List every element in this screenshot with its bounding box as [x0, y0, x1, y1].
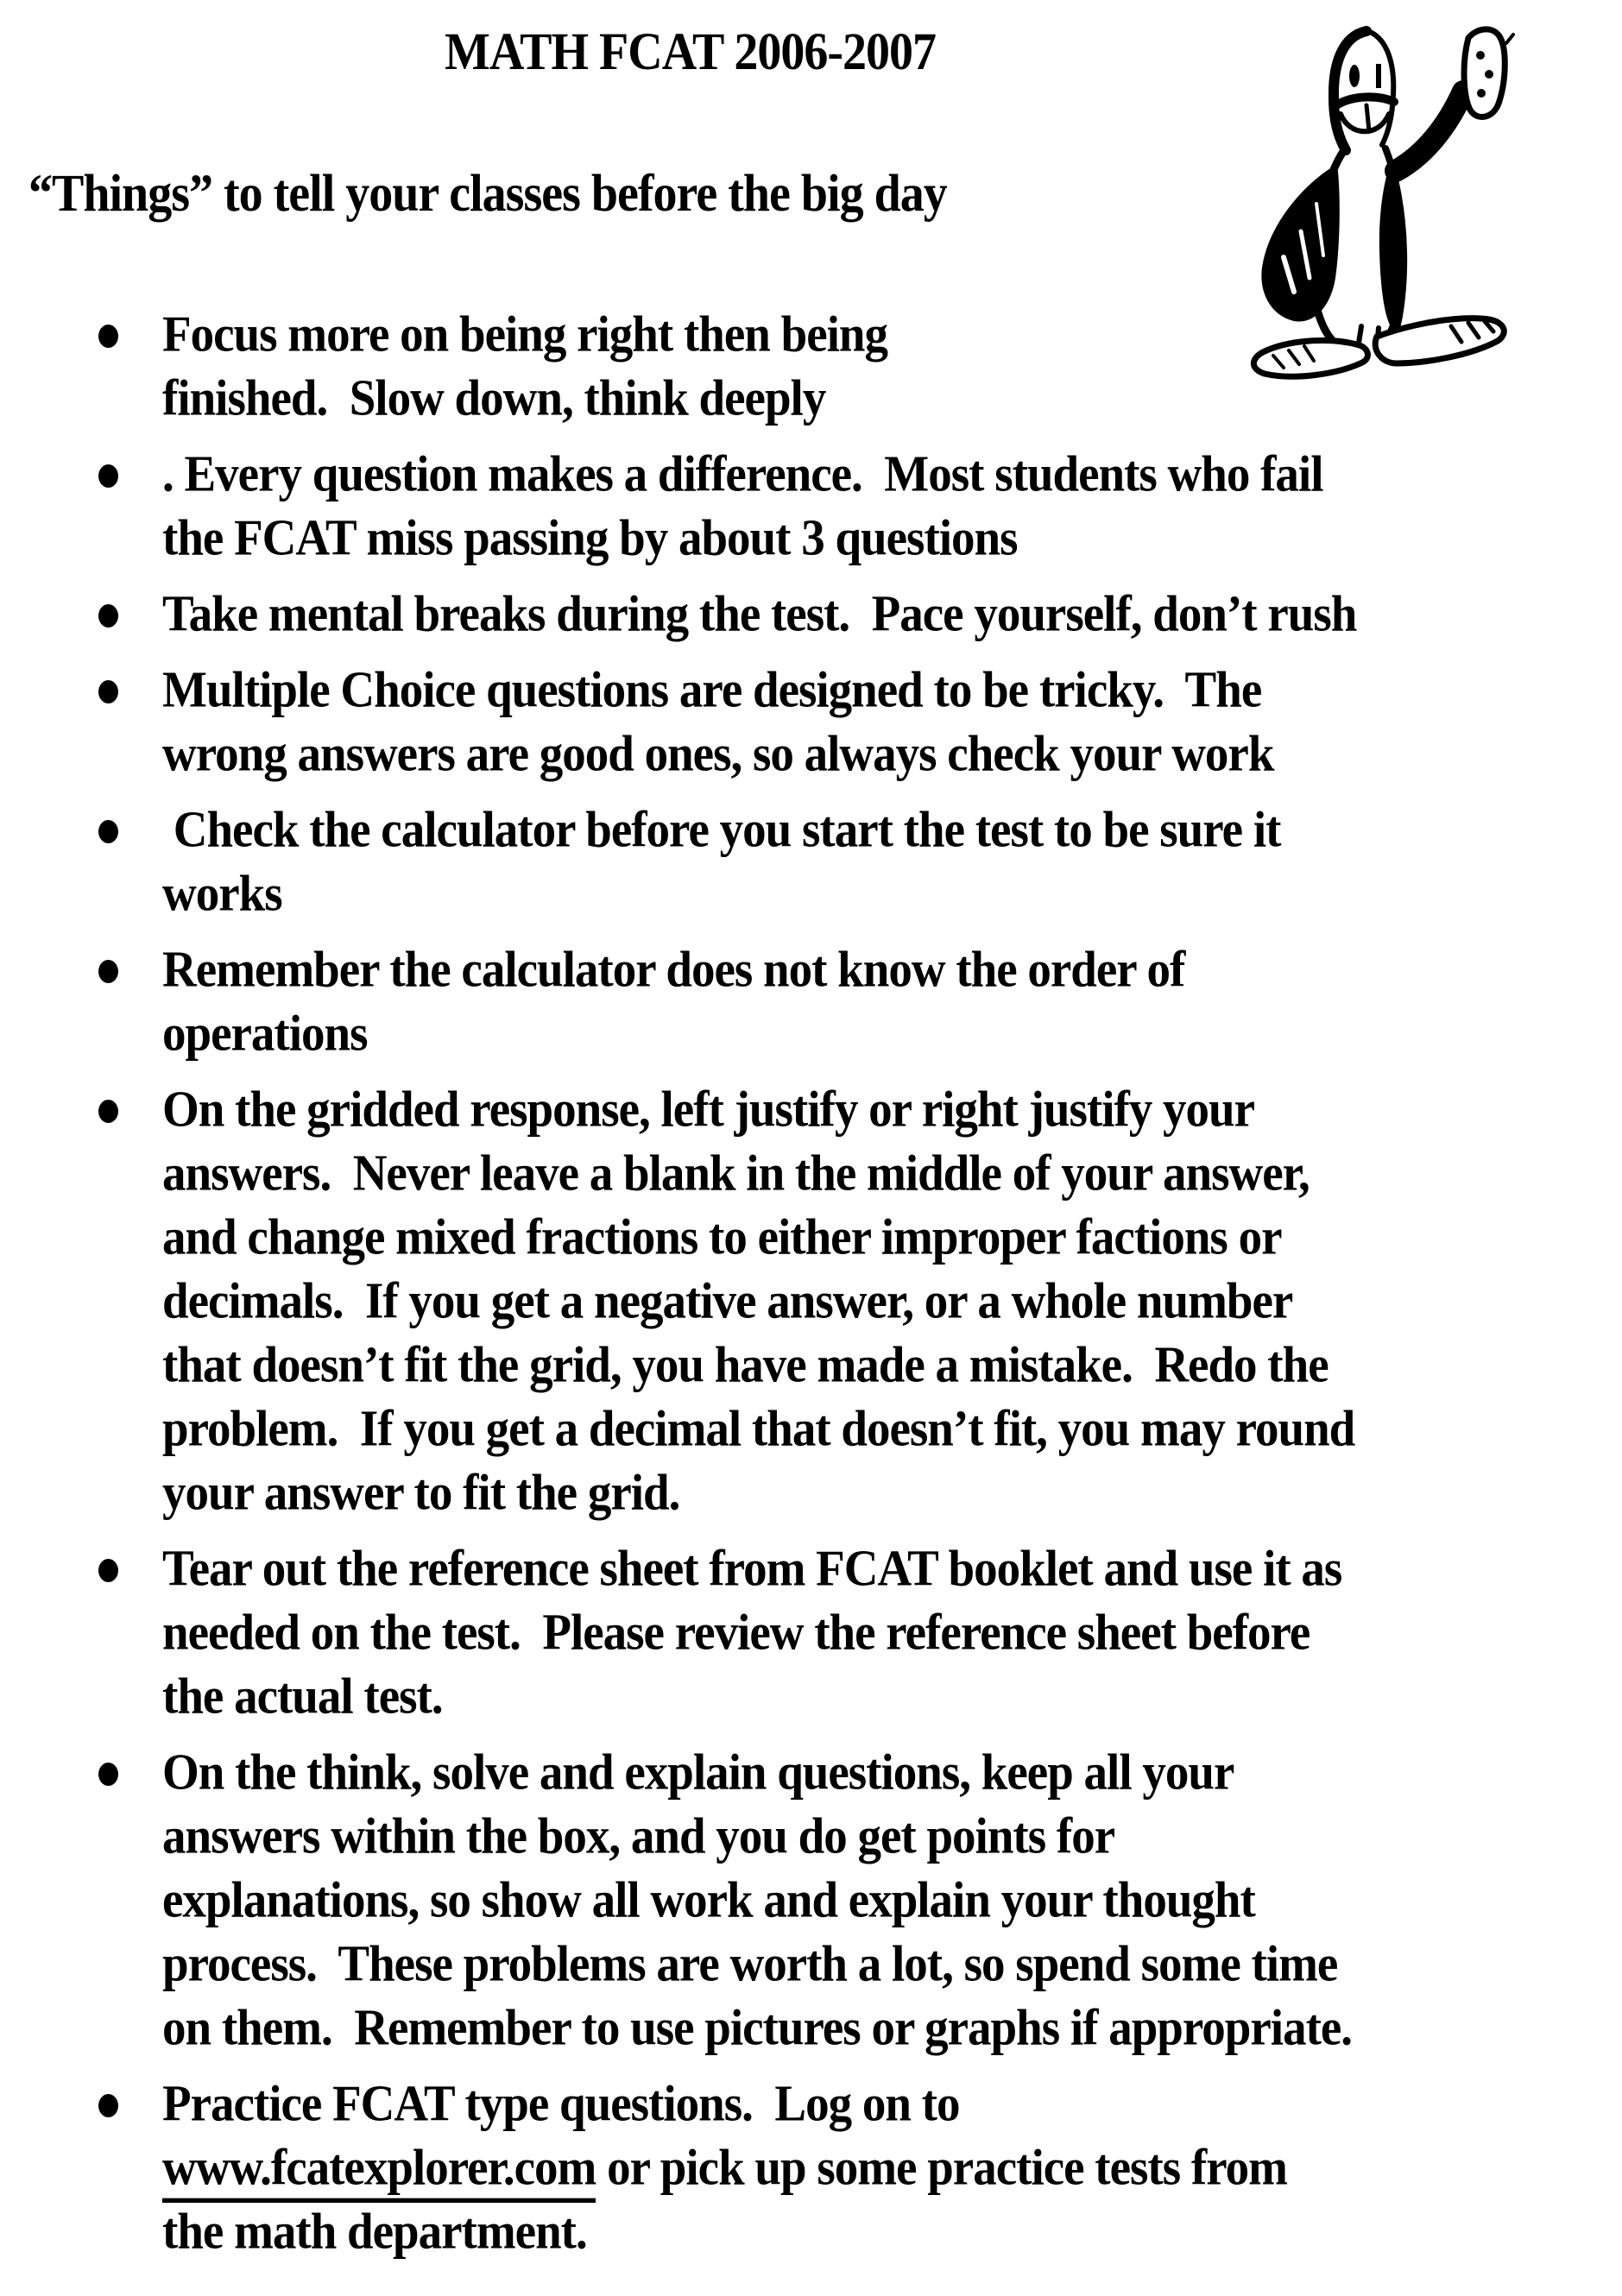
text-line: problem. If you get a decimal that doesn’t fit, you may round	[162, 1399, 1355, 1457]
text-line: Multiple Choice questions are designed to be tricky. The	[162, 660, 1262, 718]
item-text	[162, 2072, 1622, 2263]
text-line: On the think, solve and explain questions, keep all your	[162, 1743, 1234, 1801]
text-line: On the gridded response, left justify or right justify your	[162, 1080, 1255, 1138]
text-line: or pick up some practice tests from	[596, 2138, 1287, 2196]
penguin-eye	[1349, 65, 1360, 87]
text-line: Take mental breaks during the test. Pace yourself, don’t rush	[162, 584, 1357, 642]
item-text	[162, 302, 1622, 430]
bullet-marker	[98, 960, 118, 983]
penguin-arm	[1396, 91, 1463, 171]
text-line: the FCAT miss passing by about 3 questions	[162, 508, 1018, 566]
text-line: Practice FCAT type questions. Log on to	[162, 2074, 960, 2132]
text-line	[162, 2133, 1622, 2202]
text-line: Focus more on being right then being	[162, 305, 887, 363]
bullet-marker	[98, 680, 118, 703]
item-text	[162, 658, 1622, 785]
text-line: needed on the test. Please review the reference sheet before	[162, 1603, 1310, 1661]
bullet-marker	[98, 464, 118, 488]
text-line: answers within the box, and you do get points for	[162, 1807, 1115, 1864]
text-line: process. These problems are worth a lot, so spend some time	[162, 1934, 1338, 1992]
list-item	[0, 1536, 1622, 1728]
text-line: finished. Slow down, think deeply	[162, 369, 826, 426]
bullet-marker	[98, 1559, 118, 1582]
list-item	[0, 798, 1622, 925]
list-item	[0, 1740, 1622, 2059]
bullet-marker	[98, 1763, 118, 1786]
text-line: Check the calculator before you start the test to be sure it	[162, 800, 1281, 858]
item-text	[162, 442, 1622, 570]
text-line: wrong answers are good ones, so always check your work	[162, 724, 1274, 782]
text-line: on them. Remember to use pictures or graphs if appropriate.	[162, 1998, 1353, 2056]
item-text	[162, 1077, 1622, 1524]
fcatexplorer-link: www.fcatexplorer.com	[162, 2139, 596, 2204]
page-subtitle: “Things” to tell your classes before the big day	[28, 163, 947, 224]
list-item	[0, 1077, 1622, 1524]
text-line: works	[162, 864, 282, 922]
bullet-marker	[98, 325, 118, 348]
penguin-flipper	[1464, 29, 1505, 117]
item-text	[162, 798, 1622, 925]
text-line: answers. Never leave a blank in the middle of your answer,	[162, 1144, 1310, 1202]
list-item	[0, 937, 1622, 1065]
list-item	[0, 302, 1622, 430]
penguin-wing	[1261, 164, 1339, 321]
item-text	[162, 937, 1622, 1065]
list-item	[0, 442, 1622, 570]
bullet-marker	[98, 2094, 118, 2117]
text-line: Tear out the reference sheet from FCAT booklet and use it as	[162, 1539, 1342, 1597]
bullet-marker	[98, 820, 118, 843]
penguin-eye	[1376, 64, 1381, 88]
text-line: the math department.	[162, 2202, 587, 2260]
text-line: decimals. If you get a negative answer, or a whole number	[162, 1271, 1293, 1329]
text-line: and change mixed fractions to either improper factions or	[162, 1208, 1282, 1265]
item-text	[162, 582, 1622, 646]
text-line: the actual test.	[162, 1667, 443, 1725]
list-item	[0, 2072, 1622, 2263]
text-line: Remember the calculator does not know the order of	[162, 940, 1185, 998]
item-text	[162, 1740, 1622, 2059]
bullet-marker	[98, 1100, 118, 1123]
text-line: . Every question makes a difference. Most students who fail	[162, 445, 1323, 502]
text-line: explanations, so show all work and explain your thought	[162, 1870, 1255, 1928]
list-item	[0, 582, 1622, 646]
item-text	[162, 1536, 1622, 1728]
text-line: your answer to fit the grid.	[162, 1463, 680, 1521]
text-line: that doesn’t fit the grid, you have made a mistake. Redo the	[162, 1335, 1329, 1393]
text-line: operations	[162, 1004, 368, 1062]
tips-list	[0, 302, 1622, 2275]
bullet-marker	[98, 604, 118, 628]
list-item	[0, 658, 1622, 785]
page-title: MATH FCAT 2006-2007	[445, 22, 936, 82]
